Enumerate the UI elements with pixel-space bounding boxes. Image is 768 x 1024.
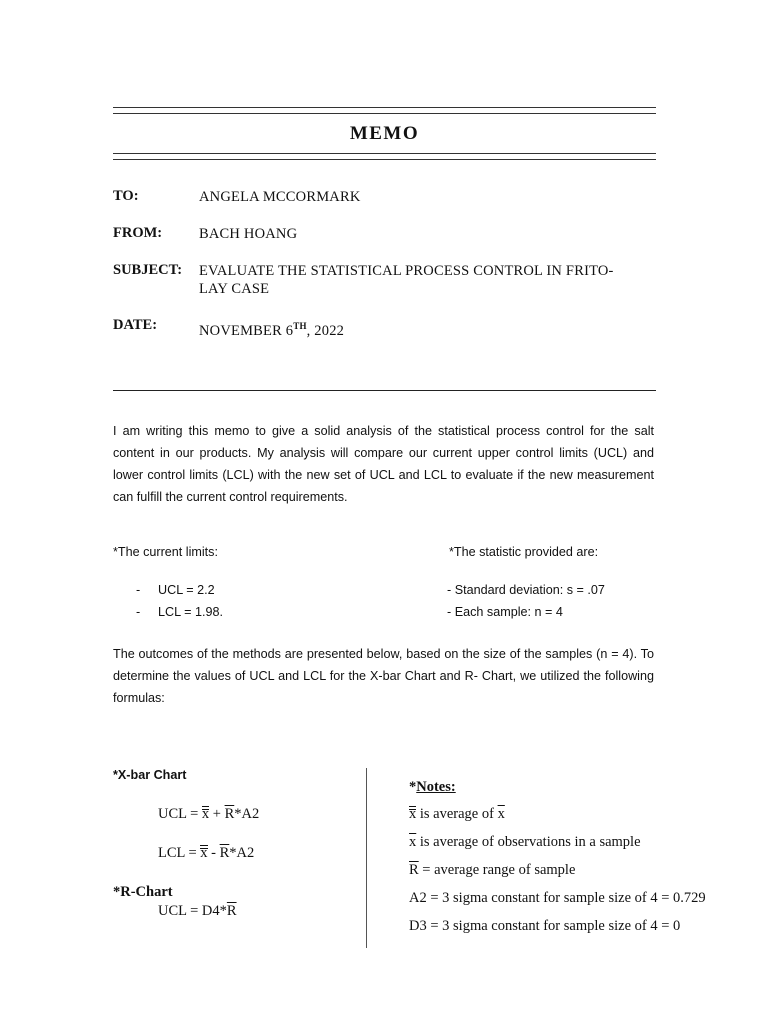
- title-double-rule: [113, 153, 656, 160]
- x-double-bar-symbol: x: [200, 845, 208, 861]
- lcl-dash: -: [136, 605, 141, 619]
- top-double-rule: [113, 107, 656, 114]
- std-deviation: - Standard deviation: s = .07: [447, 583, 605, 597]
- stats-heading: *The statistic provided are:: [449, 545, 599, 559]
- subject-value: [199, 262, 614, 298]
- date-main: NOVEMBER 6: [199, 322, 294, 339]
- to-value: ANGELA MCCORMARK: [199, 189, 361, 205]
- subject-line-1: EVALUATE THE STATISTICAL PROCESS CONTROL IN FRITO-: [199, 263, 614, 279]
- r-chart-heading: *R-Chart: [113, 884, 173, 900]
- date-label: DATE:: [113, 317, 158, 333]
- intro-paragraph: I am writing this memo to give a solid analysis of the statistical process control for the salt content in our products. My analysis will compare our current upper control limits (UCL) and lower control limits (LCL) with the new set of UCL and LCL to evaluate if the new measurement can fulfill the current control requirements.: [113, 424, 654, 504]
- ucl-dash: -: [136, 583, 141, 597]
- xbar-chart-heading: *X-bar Chart: [113, 768, 187, 782]
- sample-size: - Each sample: n = 4: [447, 605, 563, 619]
- xbar-ucl-formula: UCL = $x + \overline{R}*A2$: [158, 806, 260, 822]
- to-label: TO:: [113, 188, 139, 204]
- subject-label: SUBJECT:: [113, 262, 183, 278]
- from-value: BACH HOANG: [199, 226, 298, 242]
- formulas-divider: [366, 768, 367, 948]
- current-ucl: UCL = 2.2: [158, 583, 215, 597]
- r-bar-symbol: $\overline{R}$: [224, 806, 235, 822]
- date-sup: TH: [293, 321, 307, 331]
- subject-line-2: LAY CASE: [199, 281, 270, 297]
- note-d3: D3 = 3 sigma constant for sample size of 4 = 0: [409, 918, 681, 934]
- note-x-bar: $\overline{x}$ is average of observations in a sample: [409, 834, 641, 850]
- notes-heading: *Notes:: [409, 779, 456, 795]
- date-tail: , 2022: [306, 322, 345, 339]
- current-limits-heading: *The current limits:: [113, 545, 218, 559]
- header-divider: [113, 390, 656, 391]
- r-chart-ucl-formula: UCL = $D4*\overline{R}$: [158, 903, 237, 919]
- date-value: [199, 317, 344, 340]
- outcomes-paragraph: The outcomes of the methods are presented below, based on the size of the samples (n = 4). To determine the values of UCL and LCL for the X-bar Chart and R- Chart, we utilized the following formulas:: [113, 647, 654, 705]
- current-lcl: LCL = 1.98.: [158, 605, 223, 619]
- from-label: FROM:: [113, 225, 163, 241]
- note-a2: A2 = 3 sigma constant for sample size of 4 = 0.729: [409, 890, 706, 906]
- x-double-bar-symbol: x: [201, 806, 210, 822]
- r-bar-symbol: $\overline{R}$: [219, 845, 230, 861]
- note-r-bar: $\overline{R}$ = average range of sample: [409, 862, 576, 878]
- r-bar-symbol: $\overline{R}$: [226, 903, 237, 919]
- memo-title: MEMO: [349, 123, 420, 144]
- xbar-lcl-formula: LCL = x - $\overline{R}*A2$: [158, 845, 255, 861]
- note-x-double-bar: x is average of $\overline{x}$: [409, 806, 505, 822]
